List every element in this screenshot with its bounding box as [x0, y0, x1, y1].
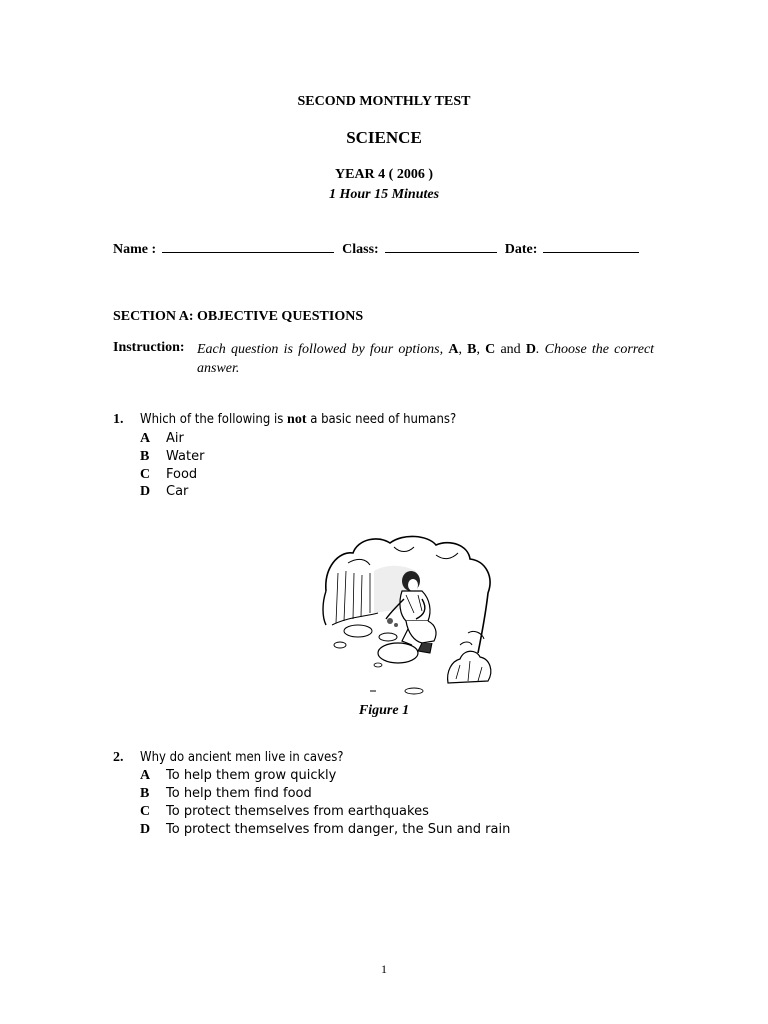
date-label: Date: — [504, 242, 538, 257]
option-d[interactable]: D To protect themselves from danger, the Sun and rain — [140, 822, 511, 837]
year-label: YEAR 4 ( 2006 ) — [335, 167, 433, 182]
option-b[interactable]: B To help them find food — [140, 786, 312, 801]
page-number: 1 — [381, 962, 387, 976]
question-number: 1. — [113, 412, 124, 427]
figure-caption: Figure 1 — [358, 703, 410, 718]
option-b[interactable]: B Water — [140, 449, 205, 464]
option-c[interactable]: C Food — [140, 467, 198, 482]
question-text: Why do ancient men live in caves? — [140, 750, 344, 765]
option-a[interactable]: A Air — [140, 431, 184, 446]
question-number: 2. — [113, 750, 124, 765]
instruction-label: Instruction: — [113, 340, 185, 355]
date-field[interactable] — [543, 240, 639, 253]
cave-man-illustration — [318, 533, 504, 695]
student-info-row — [113, 240, 653, 258]
name-label: Name : — [113, 242, 157, 257]
duration-label: 1 Hour 15 Minutes — [328, 187, 440, 202]
class-field[interactable] — [385, 240, 497, 253]
option-c[interactable]: C To protect themselves from earthquakes — [140, 804, 429, 819]
exam-title: SECOND MONTHLY TEST — [297, 94, 471, 109]
question-text: Which of the following is not a basic need of humans? — [140, 412, 457, 427]
subject-title: SCIENCE — [346, 128, 422, 147]
section-title: SECTION A: OBJECTIVE QUESTIONS — [113, 309, 364, 324]
class-label: Class: — [342, 242, 379, 257]
option-a[interactable]: A To help them grow quickly — [140, 768, 337, 783]
name-field[interactable] — [162, 240, 334, 253]
option-d[interactable]: D Car — [140, 484, 189, 499]
instruction-text: Each question is followed by four options, A, B, C and D. Choose the correct answer. — [197, 342, 655, 376]
